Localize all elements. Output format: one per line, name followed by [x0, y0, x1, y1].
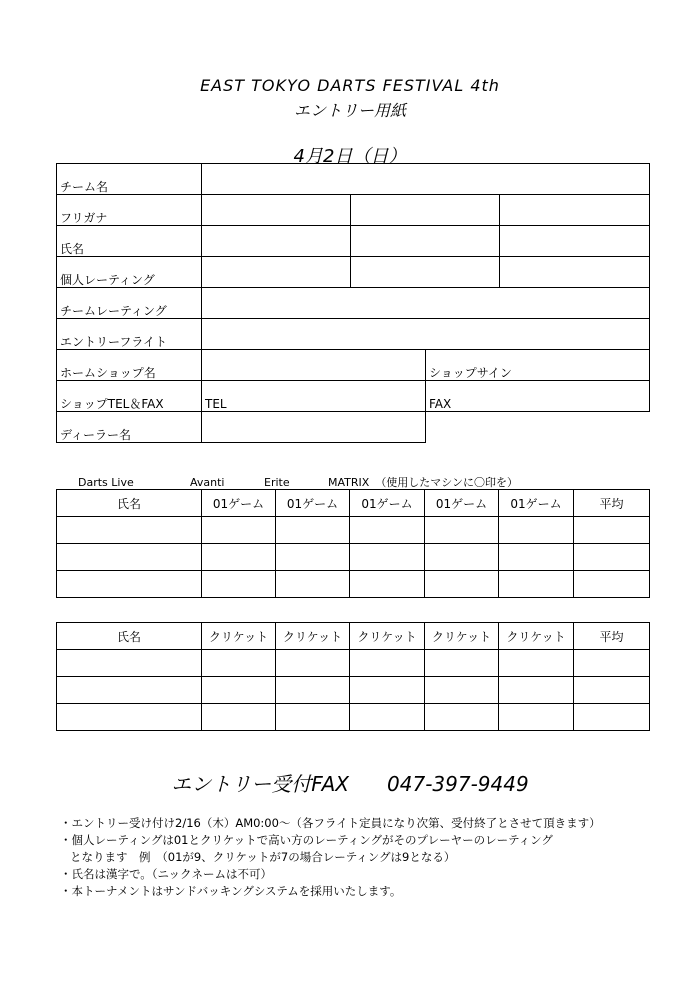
score-cell[interactable]: [574, 517, 650, 544]
score-cell[interactable]: [499, 677, 574, 704]
fax-line-label: エントリー受付FAX: [171, 772, 350, 796]
name-label: 氏名: [57, 226, 202, 257]
table-row: [57, 571, 650, 598]
score-cell[interactable]: [276, 704, 350, 731]
fax-number: 047-397-9449: [387, 772, 529, 796]
machine-selection: [78, 474, 518, 490]
score-cell[interactable]: [350, 571, 425, 598]
dealer-field[interactable]: [202, 412, 426, 443]
score-cell[interactable]: [350, 704, 425, 731]
table-row: [57, 650, 650, 677]
score-cell[interactable]: [425, 704, 499, 731]
score-cell[interactable]: [57, 677, 202, 704]
score-cell[interactable]: [425, 517, 499, 544]
score-cell[interactable]: [202, 650, 276, 677]
score-cell[interactable]: [425, 677, 499, 704]
name-row: [57, 226, 650, 257]
score-cell[interactable]: [574, 677, 650, 704]
tel-field[interactable]: [202, 381, 426, 412]
score-cell[interactable]: [57, 517, 202, 544]
furigana-label: フリガナ: [57, 195, 202, 226]
score-cell[interactable]: [57, 704, 202, 731]
individual-rating-row: [57, 257, 650, 288]
table-row: [57, 704, 650, 731]
shop-tel-fax-label: ショップTEL＆FAX: [57, 381, 202, 412]
score-cricket-table: [56, 622, 650, 731]
team-rating-row: [57, 288, 650, 319]
team-name-row: [57, 164, 650, 195]
score-cell[interactable]: [276, 677, 350, 704]
score-01-table: [56, 489, 650, 598]
score-cell[interactable]: [202, 571, 276, 598]
shop-sign-field[interactable]: [426, 350, 650, 381]
dealer-label: ディーラー名: [57, 412, 202, 443]
score-cell[interactable]: [499, 704, 574, 731]
machine-darts-live[interactable]: Darts Live: [78, 476, 134, 489]
furigana-field-2[interactable]: [351, 195, 500, 226]
table-row: [57, 517, 650, 544]
machine-avanti[interactable]: Avanti: [190, 476, 225, 489]
furigana-field-1[interactable]: [202, 195, 351, 226]
score-01-header-game-5: 01ゲーム: [499, 490, 574, 517]
score-01-header-game-1: 01ゲーム: [202, 490, 276, 517]
note-line: となります 例 （01が9、クリケットが7の場合レーティングは9となる）: [70, 850, 456, 864]
cricket-header-game-4: クリケット: [425, 623, 499, 650]
cricket-header-average: 平均: [574, 623, 650, 650]
team-rating-field[interactable]: [202, 288, 650, 319]
score-01-header-game-3: 01ゲーム: [350, 490, 425, 517]
score-cell[interactable]: [499, 571, 574, 598]
score-cell[interactable]: [350, 544, 425, 571]
score-cell[interactable]: [425, 650, 499, 677]
shop-sign-label: ショップサイン: [429, 366, 512, 380]
team-rating-label: チームレーティング: [57, 288, 202, 319]
score-cell[interactable]: [202, 677, 276, 704]
score-01-header-name: 氏名: [57, 490, 202, 517]
home-shop-row: [57, 350, 650, 381]
score-cell[interactable]: [574, 544, 650, 571]
entry-flight-label: エントリーフライト: [57, 319, 202, 350]
cricket-header-game-3: クリケット: [350, 623, 425, 650]
entry-flight-field[interactable]: [202, 319, 650, 350]
cricket-header-game-5: クリケット: [499, 623, 574, 650]
score-01-header-average: 平均: [574, 490, 650, 517]
notes: [60, 815, 601, 900]
score-cell[interactable]: [499, 544, 574, 571]
name-field-2[interactable]: [351, 226, 500, 257]
cricket-header-name: 氏名: [57, 623, 202, 650]
score-cell[interactable]: [57, 544, 202, 571]
event-date: 4月2日（日）: [293, 146, 407, 167]
note-line: ・エントリー受け付け2/16（木）AM0:00～（各フライト定員になり次第、受付終了とさせて頂きます）: [60, 816, 601, 830]
tel-label: TEL: [205, 397, 227, 411]
score-cell[interactable]: [276, 517, 350, 544]
individual-rating-field-1[interactable]: [202, 257, 351, 288]
furigana-row: [57, 195, 650, 226]
shop-tel-fax-row: [57, 381, 650, 412]
score-cell[interactable]: [202, 704, 276, 731]
score-cell[interactable]: [425, 544, 499, 571]
score-cell[interactable]: [574, 704, 650, 731]
fax-line: [0, 768, 700, 797]
fax-label: FAX: [429, 397, 452, 411]
score-cell[interactable]: [499, 517, 574, 544]
individual-rating-field-3[interactable]: [500, 257, 650, 288]
table-row: [57, 544, 650, 571]
team-name-label: チーム名: [57, 164, 202, 195]
event-title: EAST TOKYO DARTS FESTIVAL 4th: [200, 76, 500, 95]
score-cricket-header: [57, 623, 650, 650]
dealer-row: [57, 412, 650, 443]
score-01-header-game-4: 01ゲーム: [425, 490, 499, 517]
furigana-field-3[interactable]: [500, 195, 650, 226]
score-cell[interactable]: [276, 650, 350, 677]
score-01-header-game-2: 01ゲーム: [276, 490, 350, 517]
score-cell[interactable]: [425, 571, 499, 598]
individual-rating-label: 個人レーティング: [57, 257, 202, 288]
score-cell[interactable]: [350, 677, 425, 704]
individual-rating-field-2[interactable]: [351, 257, 500, 288]
form-title: エントリー用紙: [293, 101, 406, 120]
note-line: ・個人レーティングは01とクリケットで高い方のレーティングがそのプレーヤーのレーティング: [60, 833, 553, 847]
machine-matrix[interactable]: MATRIX: [328, 476, 370, 489]
cricket-header-game-1: クリケット: [202, 623, 276, 650]
score-cell[interactable]: [276, 571, 350, 598]
score-cell[interactable]: [57, 650, 202, 677]
machine-erite[interactable]: Erite: [264, 476, 290, 489]
note-line: ・氏名は漢字で。（ニックネームは不可）: [60, 867, 272, 881]
entry-form-table: [56, 163, 650, 443]
fax-field[interactable]: [426, 381, 650, 412]
score-01-header: [57, 490, 650, 517]
score-cell[interactable]: [350, 517, 425, 544]
home-shop-field[interactable]: [202, 350, 426, 381]
score-cell[interactable]: [499, 650, 574, 677]
score-cell[interactable]: [350, 650, 425, 677]
name-field-1[interactable]: [202, 226, 351, 257]
score-cell[interactable]: [202, 517, 276, 544]
score-cell[interactable]: [276, 544, 350, 571]
score-cell[interactable]: [57, 571, 202, 598]
team-name-field[interactable]: [202, 164, 650, 195]
score-cell[interactable]: [202, 544, 276, 571]
name-field-3[interactable]: [500, 226, 650, 257]
score-cell[interactable]: [574, 571, 650, 598]
home-shop-label: ホームショップ名: [57, 350, 202, 381]
cricket-header-game-2: クリケット: [276, 623, 350, 650]
note-line: ・本トーナメントはサンドバッキングシステムを採用いたします。: [60, 884, 402, 898]
machine-note: （使用したマシンに〇印を）: [375, 476, 519, 489]
table-row: [57, 677, 650, 704]
entry-flight-row: [57, 319, 650, 350]
score-cell[interactable]: [574, 650, 650, 677]
